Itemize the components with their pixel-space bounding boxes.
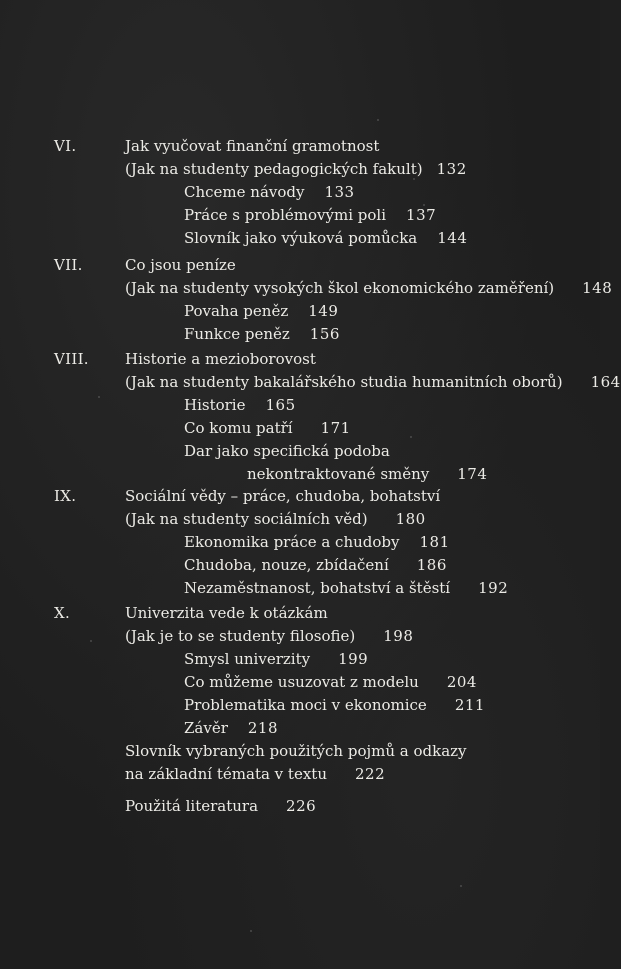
paper-speck — [410, 436, 412, 438]
page-number: 222 — [354, 765, 386, 783]
chapter-subtitle: (Jak na studenty vysokých škol ekonomického zaměření) 148 — [125, 279, 613, 297]
toc-entry: Dar jako specifická podoba — [184, 442, 390, 460]
page-number: 156 — [309, 325, 340, 343]
glossary-entry-continued: na základní témata v textu 222 — [125, 765, 386, 783]
page-number: 180 — [395, 510, 426, 528]
page-number: 211 — [454, 696, 485, 714]
paper-speck — [90, 640, 92, 642]
page-number: 164 — [590, 373, 621, 391]
chapter-numeral: VIII. — [54, 350, 89, 368]
page-number: 148 — [582, 279, 613, 297]
chapter-numeral: IX. — [54, 487, 77, 505]
toc-entry: Závěr 218 — [184, 719, 279, 737]
chapter-subtitle: (Jak na studenty sociálních věd) 180 — [125, 510, 426, 528]
chapter-numeral: X. — [54, 604, 71, 622]
toc-entry: Chudoba, nouze, zbídačení 186 — [184, 556, 447, 574]
toc-entry: Co můžeme usuzovat z modelu 204 — [184, 673, 477, 691]
chapter-subtitle: (Jak na studenty bakalářského studia humanitních oborů) 164 — [125, 373, 621, 391]
toc-entry: Historie 165 — [184, 396, 296, 414]
paper-speck — [423, 204, 425, 206]
paper-speck — [413, 178, 415, 180]
toc-entry: Co komu patří 171 — [184, 419, 351, 437]
page-number: 186 — [416, 556, 447, 574]
page-number: 149 — [308, 302, 339, 320]
toc-entry: Povaha peněz 149 — [184, 302, 339, 320]
toc-entry: Nezaměstnanost, bohatství a štěstí 192 — [184, 579, 509, 597]
chapter-title: Jak vyučovat finanční gramotnost — [125, 137, 380, 155]
chapter-title: Sociální vědy – práce, chudoba, bohatství — [125, 487, 441, 505]
page-number: 198 — [383, 627, 414, 645]
page-number: 132 — [436, 160, 467, 178]
chapter-numeral: VII. — [54, 256, 83, 274]
literature-entry: Použitá literatura 226 — [125, 797, 317, 815]
page-number: 144 — [437, 229, 468, 247]
toc-entry: Problematika moci v ekonomice 211 — [184, 696, 485, 714]
chapter-title: Univerzita vede k otázkám — [125, 604, 328, 622]
paper-speck — [98, 396, 100, 398]
toc-entry: Práce s problémovými poli 137 — [184, 206, 437, 224]
chapter-numeral: VI. — [54, 137, 77, 155]
page-number: 137 — [406, 206, 437, 224]
page-number: 165 — [265, 396, 296, 414]
page-number: 174 — [457, 465, 488, 483]
paper-speck — [460, 885, 462, 887]
chapter-subtitle: (Jak je to se studenty filosofie) 198 — [125, 627, 414, 645]
paper-speck — [250, 930, 252, 932]
toc-entry: Chceme návody 133 — [184, 183, 355, 201]
page-number: 226 — [286, 797, 317, 815]
page-number: 192 — [478, 579, 509, 597]
toc-entry: Slovník jako výuková pomůcka 144 — [184, 229, 468, 247]
page-number: 204 — [446, 673, 477, 691]
chapter-title: Historie a mezioborovost — [125, 350, 316, 368]
page-number: 199 — [338, 650, 369, 668]
page-number: 218 — [247, 719, 279, 737]
page-number: 133 — [324, 183, 355, 201]
toc-entry: Ekonomika práce a chudoby 181 — [184, 533, 450, 551]
paper-speck — [377, 119, 379, 121]
chapter-subtitle: (Jak na studenty pedagogických fakult) 132 — [125, 160, 467, 178]
glossary-entry: Slovník vybraných použitých pojmů a odkazy — [125, 742, 467, 760]
page-number: 171 — [320, 419, 351, 437]
page-number: 181 — [419, 533, 450, 551]
toc-entry: Funkce peněz 156 — [184, 325, 340, 343]
toc-entry-continued: nekontraktované směny 174 — [247, 465, 488, 483]
chapter-title: Co jsou peníze — [125, 256, 236, 274]
toc-entry: Smysl univerzity 199 — [184, 650, 369, 668]
